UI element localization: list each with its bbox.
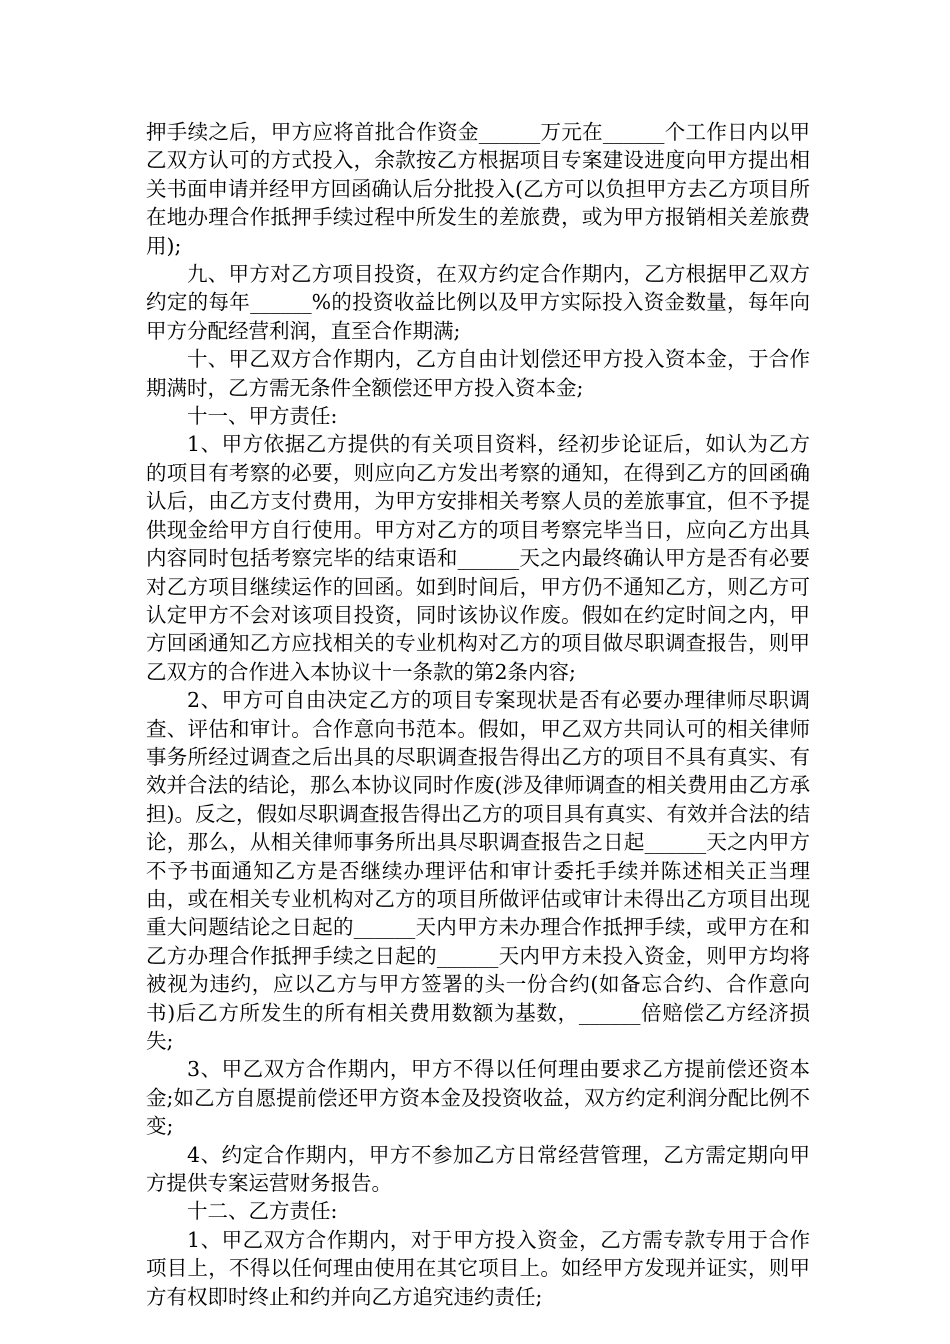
paragraph-6: 2、甲方可自由决定乙方的项目专案现状是否有必要办理律师尽职调查、评估和审计。合作意向书范本。假如，甲乙双方共同认可的相关律师事务所经过调查之后出具的尽职调查报告得出乙方的项目不具有真实、有效并合法的结论，那么本协议同时作废(涉及律师调查的相关费用由乙方承担)。反之，假如尽职调查报告得出乙方的项目具有真实、有效并合法的结论，那么，从相关律师事务所出具尽职调查报告之日起______天之内甲方不予书面通知乙方是否继续办理评估和审计委托手续并陈述相关正当理由，或在相关专业机构对乙方的项目所做评估或审计未得出乙方项目出现重大问题结论之日起的______天内甲方未办理合作抵押手续，或甲方在和乙方办理合作抵押手续之日起的______天内甲方未投入资金，则甲方均将被视为违约，应以乙方与甲方签署的头一份合约(如备忘合约、合作意向书)后乙方所发生的所有相关费用数额为基数，______倍赔偿乙方经济损失; bbox=[146, 688, 810, 1053]
paragraph-5: 1、甲方依据乙方提供的有关项目资料，经初步论证后，如认为乙方的项目有考察的必要，则应向乙方发出考察的通知，在得到乙方的回函确认后，由乙方支付费用，为甲方安排相关考察人员的差旅事宜，但不予提供现金给甲方自行使用。甲方对乙方的项目考察完毕当日，应向乙方出具内容同时包括考察完毕的结束语和______天之内最终确认甲方是否有必要对乙方项目继续运作的回函。如到时间后，甲方仍不通知乙方，则乙方可认定甲方不会对该项目投资，同时该协议作废。假如在约定时间之内，甲方回函通知乙方应找相关的专业机构对乙方的项目做尽职调查报告，则甲乙双方的合作进入本协议十一条款的第2条内容; bbox=[146, 432, 810, 684]
paragraph-1: 押手续之后，甲方应将首批合作资金______万元在______个工作日内以甲乙双方认可的方式投入，余款按乙方根据项目专案建设进度向甲方提出相关书面申请并经甲方回函确认后分批投入(乙方可以负担甲方去乙方项目所在地办理合作抵押手续过程中所发生的差旅费，或为甲方报销相关差旅费用); bbox=[146, 120, 810, 258]
paragraph-3: 十、甲乙双方合作期内，乙方自由计划偿还甲方投入资本金，于合作期满时，乙方需无条件全额偿还甲方投入资本金; bbox=[146, 347, 810, 400]
paragraph-8: 4、约定合作期内，甲方不参加乙方日常经营管理，乙方需定期向甲方提供专案运营财务报告。 bbox=[146, 1142, 810, 1196]
section-heading-party-a: 十一、甲方责任: bbox=[187, 404, 338, 429]
paragraph-2: 九、甲方对乙方项目投资，在双方约定合作期内，乙方根据甲乙双方约定的每年______%的投资收益比例以及甲方实际投入资金数量，每年向甲方分配经营利润，直至合作期满; bbox=[146, 262, 810, 343]
section-heading-party-b: 十二、乙方责任: bbox=[187, 1199, 338, 1224]
paragraph-7: 3、甲乙双方合作期内，甲方不得以任何理由要求乙方提前偿还资本金;如乙方自愿提前偿还甲方资本金及投资收益，双方约定利润分配比例不变; bbox=[146, 1057, 810, 1139]
paragraph-10: 1、甲乙双方合作期内，对于甲方投入资金，乙方需专款专用于合作项目上，不得以任何理由使用在其它项目上。如经甲方发现并证实，则甲方有权即时终止和约并向乙方追究违约责任; bbox=[146, 1227, 810, 1309]
